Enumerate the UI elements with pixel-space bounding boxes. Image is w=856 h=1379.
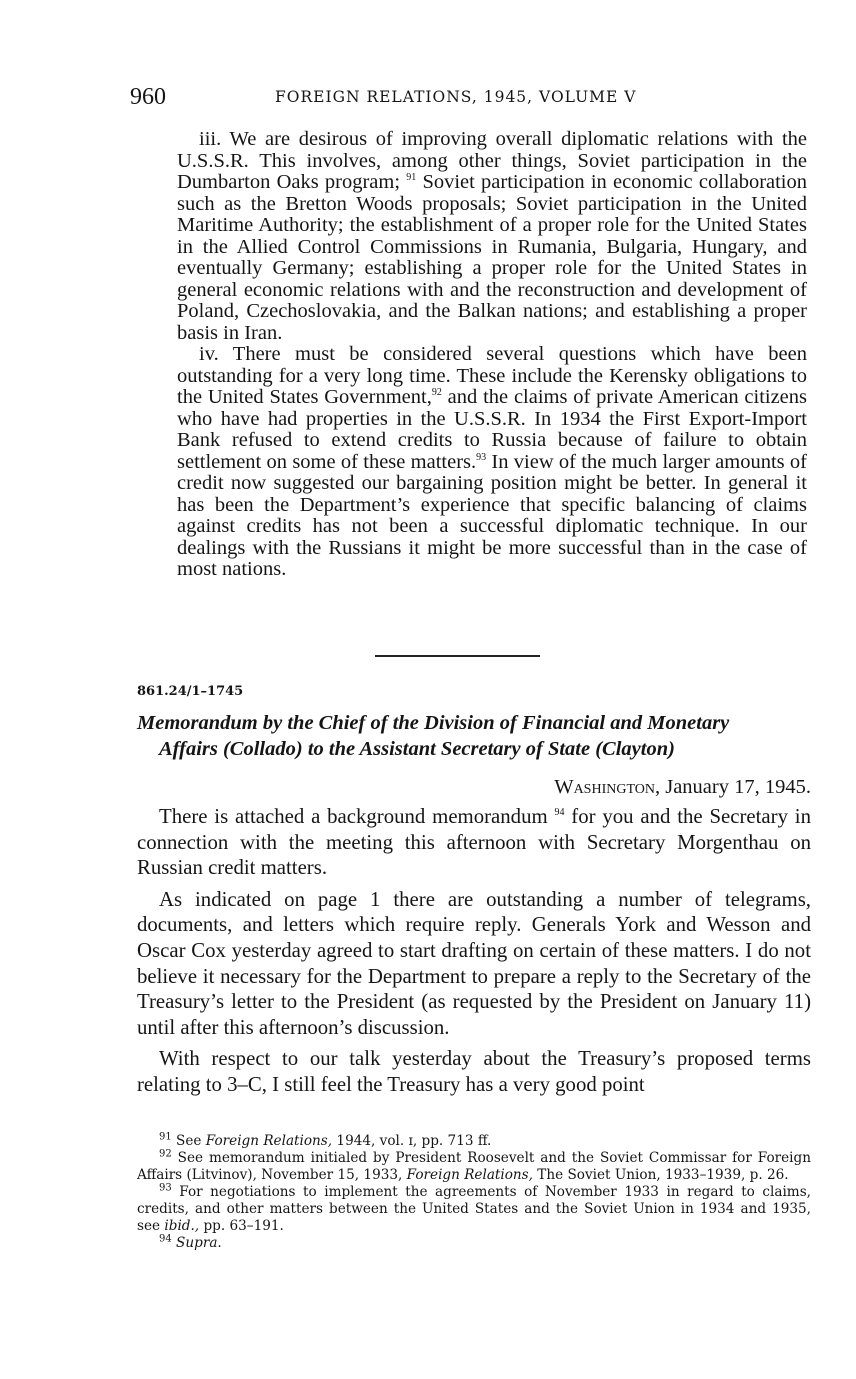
footnote-94 bbox=[137, 1235, 811, 1252]
footnote-ref-94: 94 bbox=[554, 807, 565, 819]
fn93-text-a: For negotiations to implement the agreements of November 1933 in regard to claims, credits, and other matters between the United States and the Soviet Union in 1934 and 1935, see bbox=[137, 1184, 811, 1234]
paragraph-iv-text-a: iv. There must be considered several questions which have been outstanding for a very long time. These include the Kerensky obligations to the United States Government, bbox=[177, 343, 807, 408]
memo-paragraph-3: With respect to our talk yesterday about the Treasury’s proposed terms relating to 3–C, I still feel the Treasury has a very good point bbox=[137, 1047, 811, 1096]
running-title: FOREIGN RELATIONS, 1945, VOLUME V bbox=[275, 88, 637, 106]
fn92-text-b: The Soviet Union, 1933–1939, p. 26. bbox=[532, 1167, 789, 1183]
footnote-92 bbox=[137, 1150, 811, 1184]
fn92-mark: 92 bbox=[159, 1148, 172, 1160]
footnote-ref-92: 92 bbox=[431, 387, 442, 399]
paragraph-iv bbox=[177, 344, 807, 581]
fn92-text-a: See memorandum initialed by President Roosevelt and the Soviet Commissar for Foreign Affairs (Litvinov), November 15, 1933, bbox=[137, 1150, 811, 1183]
section-divider bbox=[375, 655, 540, 657]
fn91-text-b: 1944, vol. ɪ, pp. 713 ff. bbox=[332, 1133, 492, 1149]
fn93-italic: ibid., bbox=[164, 1218, 200, 1234]
paragraph-iv-text-b: and the claims of private American citizens who have had properties in the U.S.S.R. In 1934 the First Export-Import Bank refused to extend credits to Russia because of failure to obtain settlement on some of these matters. bbox=[177, 386, 808, 473]
footnote-ref-93: 93 bbox=[476, 451, 487, 463]
memo-paragraph-1 bbox=[137, 804, 811, 881]
page-number: 960 bbox=[130, 84, 166, 110]
fn94-mark: 94 bbox=[159, 1233, 172, 1245]
file-number: 861.24/1–1745 bbox=[137, 684, 244, 699]
title-line-2: Affairs (Collado) to the Assistant Secretary of State (Clayton) bbox=[159, 738, 675, 760]
fn91-mark: 91 bbox=[159, 1131, 172, 1143]
memo-p1-text-b: for you and the Secretary in connection with the meeting this afternoon with Secretary Morgenthau on Russian credit matters. bbox=[137, 805, 811, 880]
paragraph-iii-text-b: Soviet participation in economic collaboration such as the Bretton Woods proposals; Soviet participation in the United Maritime Authority; the establishment of a proper role for the United States in the Allied Control Commissions in Rumania, Bulgaria, Hungary, and eventually Germany; establishing a proper role for the United States in general economic relations with and the reconstruction and development of Poland, Czechoslovakia, and the Balkan nations; and establishing a proper basis in Iran. bbox=[177, 171, 808, 344]
footnote-91 bbox=[137, 1133, 811, 1150]
document-title bbox=[137, 710, 817, 762]
fn91-text-a: See bbox=[171, 1133, 206, 1149]
footnote-ref-91: 91 bbox=[406, 172, 417, 184]
fn93-mark: 93 bbox=[159, 1182, 172, 1194]
fn93-text-b: pp. 63–191. bbox=[199, 1218, 284, 1234]
title-line-1: Memorandum by the Chief of the Division of Financial and Monetary bbox=[137, 712, 730, 734]
memo-p1-text-a: There is attached a background memorandum bbox=[159, 805, 548, 828]
footnote-93 bbox=[137, 1184, 811, 1235]
paragraph-iii-text: iii. We are desirous of improving overall diplomatic relations with the U.S.S.R. This involves, among other things, Soviet participation in the Dumbarton Oaks program; bbox=[177, 128, 807, 193]
footnotes bbox=[137, 1133, 811, 1252]
upper-text-block bbox=[177, 129, 807, 581]
memo-body bbox=[137, 804, 811, 1104]
dateline-place: Washington, bbox=[554, 776, 661, 798]
fn91-italic: Foreign Relations, bbox=[205, 1133, 333, 1149]
fn94-italic: Supra. bbox=[171, 1235, 222, 1251]
fn92-italic: Foreign Relations, bbox=[406, 1167, 533, 1183]
dateline bbox=[137, 776, 811, 799]
paragraph-iii bbox=[177, 129, 807, 344]
paragraph-iv-text-c: In view of the much larger amounts of credit now suggested our bargaining position might be better. In general it has been the Department’s experience that specific balancing of claims against credits has not been a successful diplomatic technique. In our dealings with the Russians it might be more successful than in the case of most nations. bbox=[177, 450, 808, 580]
dateline-date: January 17, 1945. bbox=[660, 776, 811, 798]
memo-paragraph-2: As indicated on page 1 there are outstanding a number of telegrams, documents, and letters which require reply. Generals York and Wesson and Oscar Cox yesterday agreed to start drafting on certain of these matters. I do not believe it necessary for the Department to prepare a reply to the Secretary of the Treasury’s letter to the President (as requested by the President on January 11) until after this afternoon’s discussion. bbox=[137, 887, 811, 1039]
